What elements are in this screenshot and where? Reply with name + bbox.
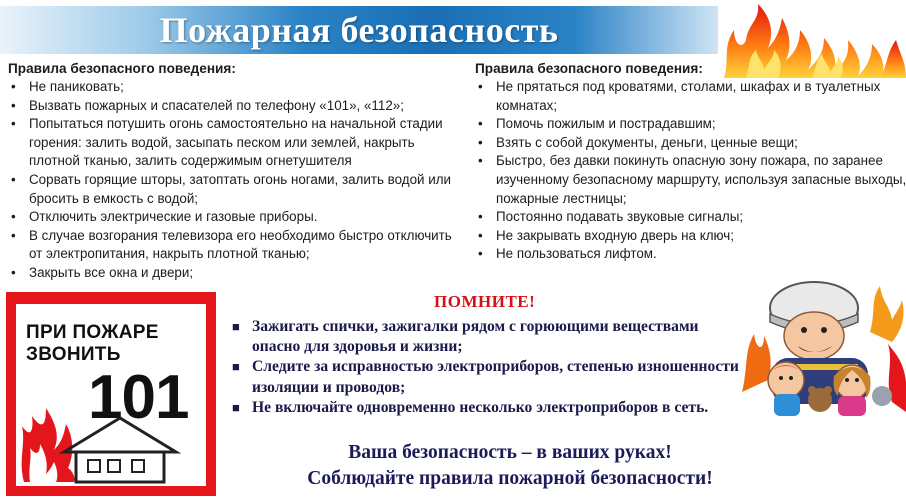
list-item: • Взять с собой документы, деньги, ценные вещи; [478, 134, 798, 150]
slogan-line-1: Ваша безопасность – в ваших руках! [348, 442, 672, 463]
remember-list [232, 317, 740, 418]
list-item: • Помочь пожилым и пострадавшим; [478, 116, 716, 132]
remember-heading: ПОМНИТЕ! [434, 292, 536, 311]
list-item: • В случае возгорания телевизора его необходимо быстро отключить от электропитания, накрыть плотной тканью; [11, 227, 452, 262]
sign-line-1: ПРИ ПОЖАРЕ [26, 322, 159, 343]
list-item: • Не паниковать; [11, 79, 124, 94]
sign-line-2: ЗВОНИТЬ [26, 344, 121, 365]
list-item: • Быстро, без давки покинуть опасную зону пожара, по заранее изученному безопасному маршруту, используя запасные выходы, пожарные лестницы; [478, 153, 906, 206]
list-item: • Закрыть все окна и двери; [11, 264, 194, 280]
left-rules-heading: Правила безопасного поведения: [8, 61, 236, 76]
list-item: ■ Не включайте одновременно несколько электроприборов в сеть. [232, 398, 709, 416]
list-item: • Попытаться потушить огонь самостоятельно на начальной стадии горения: залить водой, засыпать песком или землей, накрыть плотной тканью, залить содержимым огнетушителя [11, 116, 443, 169]
right-rules-column [475, 60, 906, 264]
list-item: • Вызвать пожарных и спасателей по телефону «101», «112»; [11, 97, 404, 113]
emergency-call-sign [6, 292, 216, 496]
list-item: ■ Следите за исправностью электроприборов, степенью изношенности изоляции и проводов; [232, 358, 739, 396]
list-item: • Не пользоваться лифтом. [478, 246, 657, 262]
slogan-line-2: Соблюдайте правила пожарной безопасности! [307, 468, 713, 489]
right-rules-heading: Правила безопасного поведения: [475, 61, 703, 76]
list-item: ■ Зажигать спички, зажигалки рядом с горюющими веществами опасно для здоровья и жизни; [232, 318, 699, 356]
left-rules-column [8, 60, 460, 283]
list-item: • Постоянно подавать звуковые сигналы; [478, 209, 744, 225]
page-title: Пожарная безопасность [159, 10, 559, 50]
list-item: • Сорвать горящие шторы, затоптать огонь ногами, залить водой или бросить в емкость с водой; [11, 171, 452, 206]
sign-panel [16, 304, 206, 486]
list-item: • Не закрывать входную дверь на ключ; [478, 227, 734, 243]
firefighter-with-children-icon [742, 272, 906, 418]
list-item: • Не прятаться под кроватями, столами, шкафах и в туалетных комнатах; [478, 79, 881, 113]
list-item: • Отключить электрические и газовые приборы. [11, 209, 318, 225]
emergency-number: 101 [88, 363, 189, 432]
